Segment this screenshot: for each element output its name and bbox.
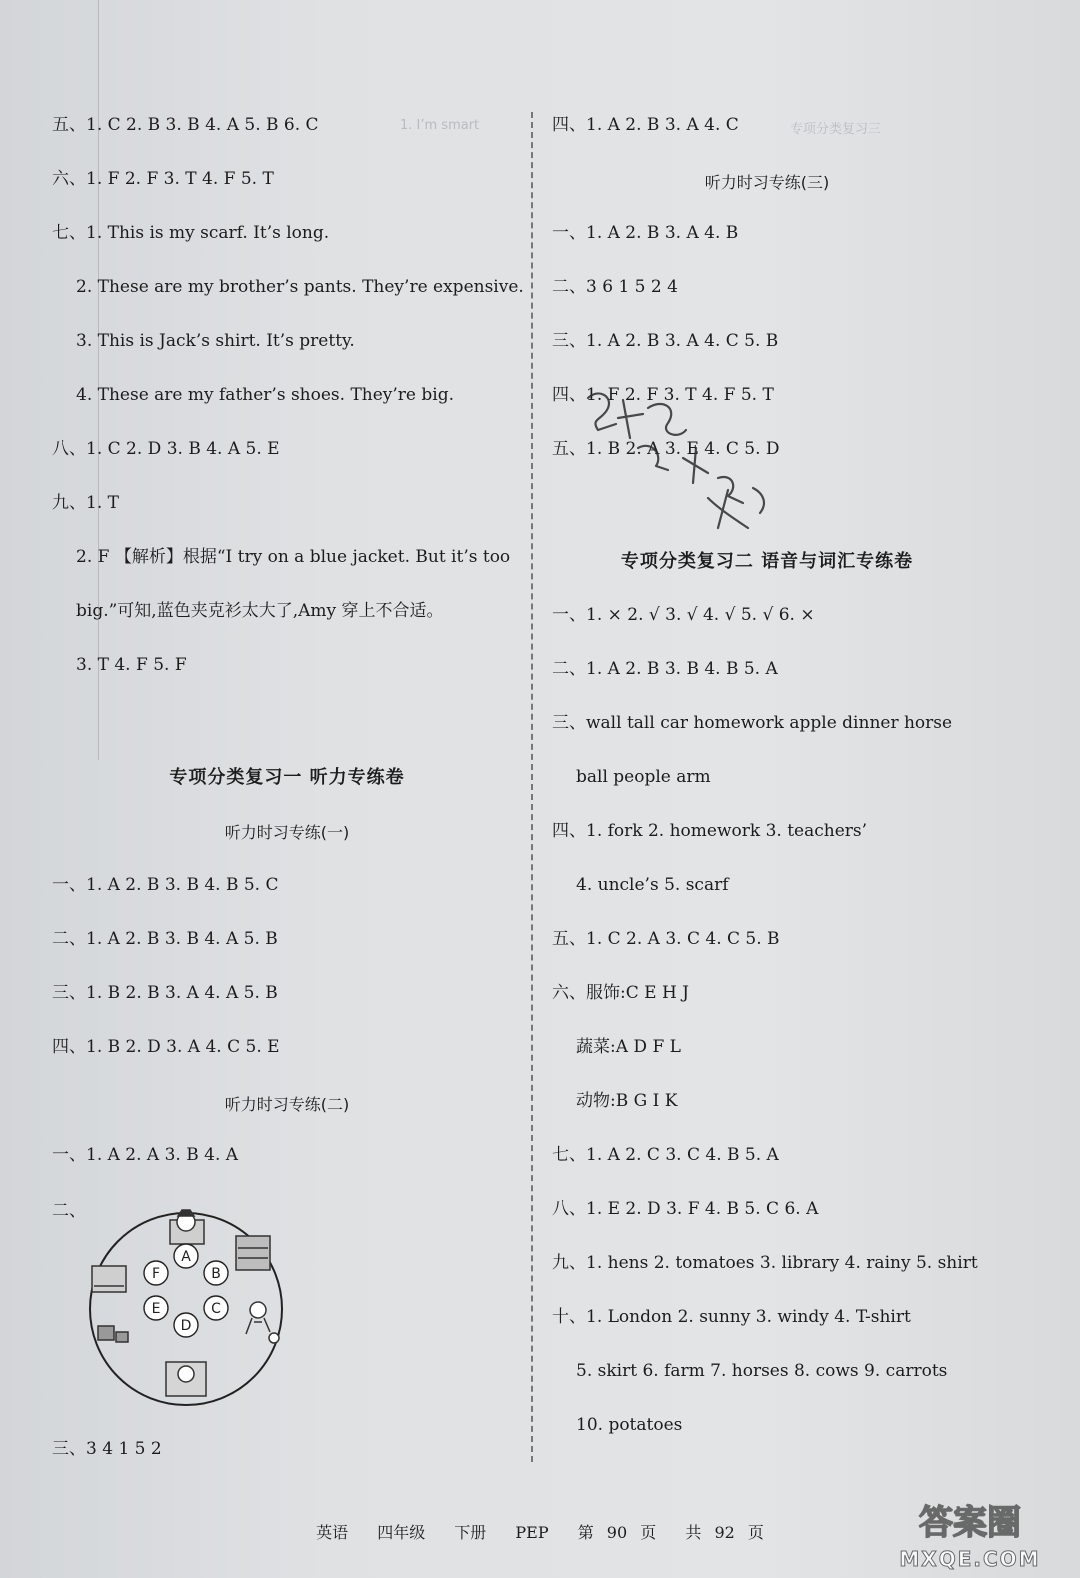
picture-topright-icon [236,1236,270,1270]
answer-line: 一、1. A 2. B 3. B 4. B 5. C [52,875,279,895]
picture-left-icon [98,1326,128,1342]
answer-line: 五、1. B 2. A 3. E 4. C 5. D [552,439,780,459]
answer-line: 三、1. B 2. B 3. A 4. A 5. B [52,983,278,1003]
answer-line: 六、服饰:C E H J [552,983,689,1003]
answer-line: 十、1. London 2. sunny 3. windy 4. T-shirt [552,1307,911,1327]
answer-line: 三、3 4 1 5 2 [52,1439,162,1459]
circle-label: E [151,1301,161,1317]
footer-subject: 英语 [316,1523,349,1542]
answer-line: 一、1. × 2. √ 3. √ 4. √ 5. √ 6. × [552,605,815,625]
answer-line: 五、1. C 2. B 3. B 4. A 5. B 6. C [52,115,319,135]
handwritten-scribble-icon [568,378,798,548]
footer-edition: PEP [515,1523,549,1542]
section-title: 专项分类复习一 听力专练卷 [169,767,405,788]
answer-line: 七、1. A 2. C 3. C 4. B 5. A [552,1145,779,1165]
answer-line: 10. potatoes [576,1415,683,1435]
answer-line: 八、1. C 2. D 3. B 4. A 5. E [52,439,280,459]
bleed-through: 1. I’m smart [400,118,480,133]
circle-label: F [151,1266,161,1282]
circle-label: C [211,1301,221,1317]
circle-matching-diagram [86,1206,286,1406]
picture-topleft-icon [92,1266,126,1292]
circle-label: A [181,1249,191,1265]
answer-line: 六、1. F 2. F 3. T 4. F 5. T [52,169,274,189]
answer-line: 3. This is Jack’s shirt. It’s pretty. [76,331,355,351]
answer-explanation: big.”可知,蓝色夹克衫太大了,Amy 穿上不合适。 [76,601,444,621]
watermark-brand: 答案圈 [919,1503,1021,1543]
footer-grade: 四年级 [377,1523,426,1542]
answer-line: 二、 [52,1201,86,1221]
answer-line: ball people arm [576,767,711,787]
watermark-logo-icon [870,1488,1070,1576]
answer-line: 四、1. fork 2. homework 3. teachers’ [552,821,868,841]
answer-line: 五、1. C 2. A 3. C 4. C 5. B [552,929,780,949]
answer-line: 4. uncle’s 5. scarf [576,875,729,895]
subsection-title: 听力时习专练(三) [704,173,830,192]
section-title: 专项分类复习二 语音与词汇专练卷 [620,551,914,572]
answer-line: 四、1. B 2. D 3. A 4. C 5. E [52,1037,280,1057]
subsection-title: 听力时习专练(一) [224,823,350,842]
answer-line: 三、1. A 2. B 3. A 4. C 5. B [552,331,779,351]
answer-line: 四、1. A 2. B 3. A 4. C [552,115,739,135]
watermark-url: MXQE.COM [899,1547,1041,1571]
picture-right-icon [246,1302,279,1343]
circle-label: B [211,1266,221,1282]
answer-line: 九、1. hens 2. tomatoes 3. library 4. rainy 5. shirt [552,1253,978,1273]
answer-line: 蔬菜:A D F L [576,1037,681,1057]
answer-line: 4. These are my father’s shoes. They’re big. [76,385,454,405]
answer-line: 5. skirt 6. farm 7. horses 8. cows 9. carrots [576,1361,948,1381]
bleed-through: 专项分类复习三 [790,122,882,137]
picture-bottom-icon [166,1362,206,1396]
footer-volume: 下册 [454,1523,487,1542]
subsection-title: 听力时习专练(二) [224,1095,350,1114]
answer-line: 八、1. E 2. D 3. F 4. B 5. C 6. A [552,1199,819,1219]
footer-page: 第 90 页 [577,1523,657,1542]
picture-top-icon [170,1210,204,1244]
answer-line: 二、1. A 2. B 3. B 4. A 5. B [52,929,278,949]
answer-line: 二、1. A 2. B 3. B 4. B 5. A [552,659,778,679]
answer-line: 九、1. T [52,493,119,513]
footer-total: 共 92 页 [685,1523,764,1542]
column-divider [531,112,533,1462]
answer-line: 2. These are my brother’s pants. They’re expensive. [76,277,524,297]
answer-line: 七、1. This is my scarf. It’s long. [52,223,330,243]
answer-line: 一、1. A 2. B 3. A 4. B [552,223,739,243]
answer-line: 二、3 6 1 5 2 4 [552,277,678,297]
answer-line: 动物:B G I K [576,1091,678,1111]
answer-explanation: 2. F 【解析】根据“I try on a blue jacket. But it’s too [76,547,511,567]
answer-line: 3. T 4. F 5. F [76,655,187,675]
circle-label: D [180,1318,192,1334]
answer-line: 四、1. F 2. F 3. T 4. F 5. T [552,385,774,405]
answer-line: 一、1. A 2. A 3. B 4. A [52,1145,239,1165]
answer-line: 三、wall tall car homework apple dinner horse [552,713,953,733]
